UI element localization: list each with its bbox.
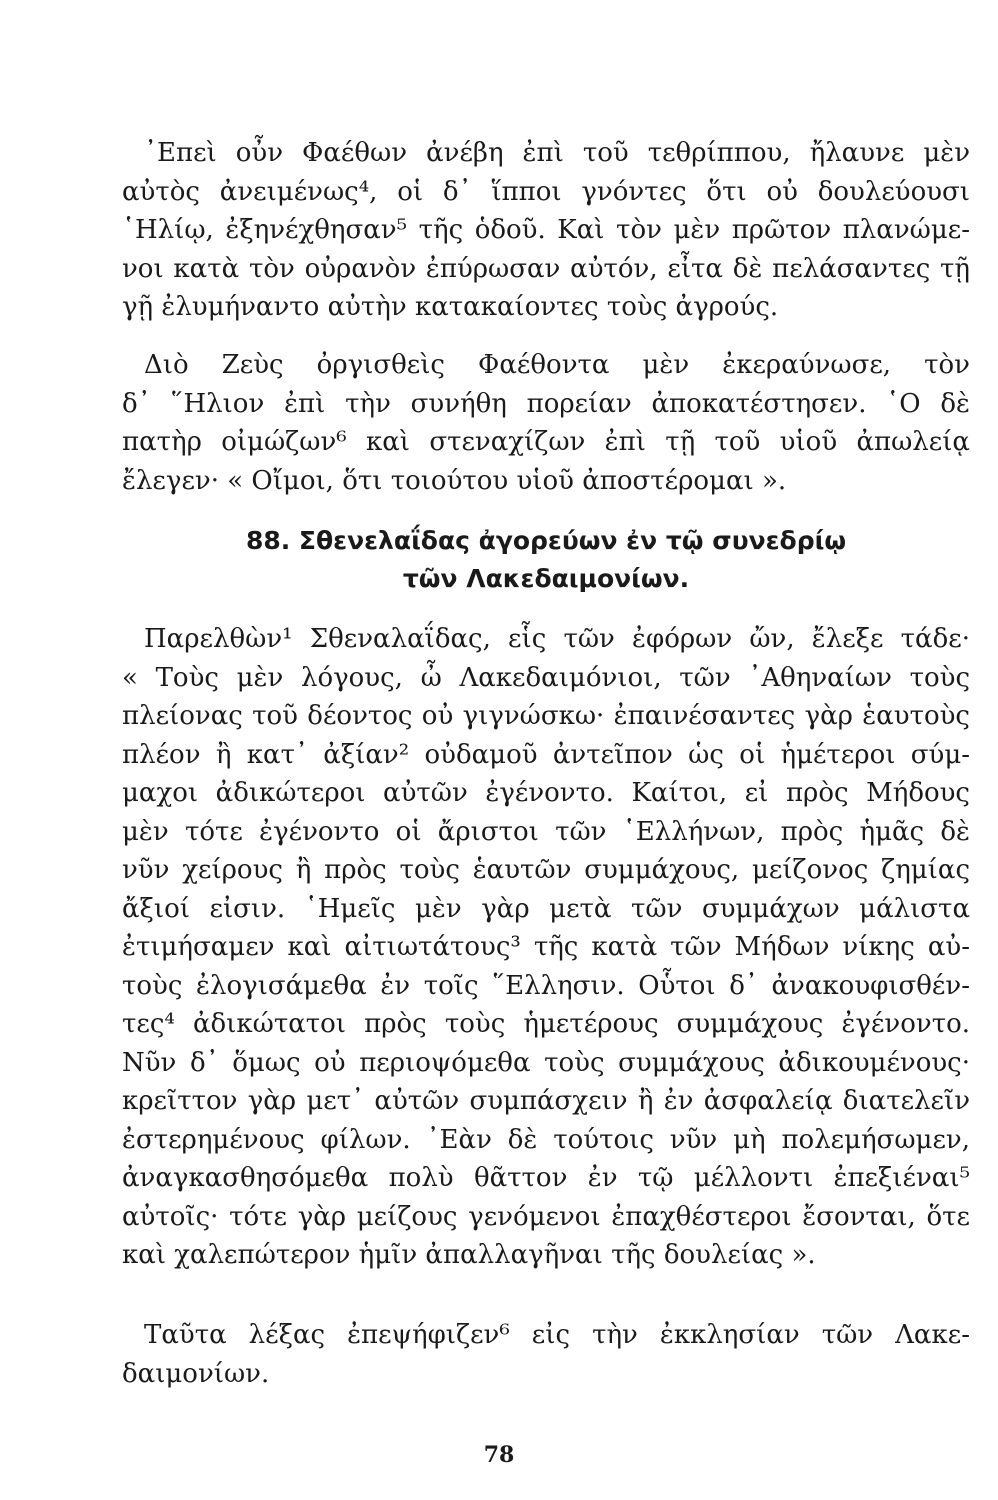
text-line: πλείονας τοῦ δέοντος οὐ γιγνώσκω· ἐπαινέσαντες γὰρ ἑαυτοὺς [122,701,970,731]
section-heading-line: 88. Σθενελαΐδας ἀγορεύων ἐν τῷ συνεδρίῳ [245,526,847,555]
text-line: τοὺς ἐλογισάμεθα ἐν τοῖς ῞Ελλησιν. Οὗτοι δ᾿ ἀνακουφισθέν- [122,970,970,1001]
text-line: ᾿Επεὶ οὖν Φαέθων ἀνέβη ἐπὶ τοῦ τεθρίππου, ἤλαυνε μὲν [144,138,970,168]
text-line: νῦν χείρους ἢ πρὸς τοὺς ἑαυτῶν συμμάχους, μείζονος ζημίας [122,855,970,885]
text-line: Παρελθὼν¹ Σθεναλαΐδας, εἷς τῶν ἐφόρων ὤν, ἔλεξε τάδε· [144,624,970,654]
text-line: « Τοὺς μὲν λόγους, ὦ Λακεδαιμόνιοι, τῶν ᾿Αθηναίων τοὺς [122,662,970,693]
text-line: ἀναγκασθησόμεθα πολὺ θᾶττον ἐν τῷ μέλλοντι ἐπεξιέναι⁵ [122,1163,970,1193]
text-line: Ταῦτα λέξας ἐπεψήφιζεν⁶ εἰς τὴν ἐκκλησίαν τῶν Λακε- [144,1320,970,1350]
text-line: αὐτοῖς· τότε γὰρ μείζους γενόμενοι ἐπαχθέστεροι ἔσονται, ὅτε [122,1201,970,1232]
text-line: ἐτιμήσαμεν καὶ αἰτιωτάτους³ τῆς κατὰ τῶν Μήδων νίκης αὐ- [122,932,970,962]
page-number: 78 [483,1442,515,1468]
text-line: Νῦν δ᾿ ὅμως οὐ περιοψόμεθα τοὺς συμμάχους ἀδικουμένους· [122,1047,970,1078]
text-line: πλέον ἢ κατ᾿ ἀξίαν² οὐδαμοῦ ἀντεῖπον ὡς οἱ ἡμέτεροι σύμ- [122,739,970,770]
text-line: κρεῖττον γὰρ μετ᾿ αὐτῶν συμπάσχειν ἢ ἐν ἀσφαλείᾳ διατελεῖν [122,1086,970,1116]
text-line: δαιμονίων. [122,1358,270,1389]
text-line: μαχοι ἀδικώτεροι αὐτῶν ἐγένοντο. Καίτοι, εἰ πρὸς Μήδους [122,778,970,808]
text-line: τες⁴ ἀδικώτατοι πρὸς τοὺς ἡμετέρους συμμάχους ἐγένοντο. [122,1009,970,1039]
section-heading-line: τῶν Λακεδαιμονίων. [402,564,690,593]
paragraph-sthenelaidas-speech [122,620,970,1275]
text-line: ῾Ηλίῳ, ἐξηνέχθησαν⁵ τῆς ὁδοῦ. Καὶ τὸν μὲν πρῶτον πλανώμε- [122,215,970,245]
text-line: νοι κατὰ τὸν οὐρανὸν ἐπύρωσαν αὐτόν, εἶτα δὲ πελάσαντες τῇ [122,253,970,284]
text-line: γῇ ἐλυμήναντο αὐτὴν κατακαίοντες τοὺς ἀγρούς. [122,292,779,322]
text-line: ἔλεγεν· « Οἴμοι, ὅτι τοιούτου υἱοῦ ἀποστέρομαι ». [122,465,787,496]
text-line: ἐστερημένους φίλων. ᾿Εὰν δὲ τούτοις νῦν μὴ πολεμήσωμεν, [122,1124,970,1155]
paragraph-zeus-thunderbolt [122,346,970,500]
paragraph-vote [122,1316,970,1393]
section-heading [122,522,970,598]
text-line: καὶ χαλεπώτερον ἡμῖν ἀπαλλαγῆναι τῆς δουλείας ». [122,1240,816,1270]
text-line: Διὸ Ζεὺς ὀργισθεὶς Φαέθοντα μὲν ἐκεραύνωσε, τὸν [144,350,970,380]
text-line: ἄξιοί εἰσιν. ῾Ημεῖς μὲν γὰρ μετὰ τῶν συμμάχων μάλιστα [122,893,970,924]
text-line: αὐτὸς ἀνειμένως⁴, οἱ δ᾿ ἵπποι γνόντες ὅτι οὐ δουλεύουσι [122,176,970,207]
paragraph-phaethon-ride [122,134,970,327]
text-line: πατὴρ οἰμώζων⁶ καὶ στεναχίζων ἐπὶ τῇ τοῦ υἱοῦ ἀπωλείᾳ [122,427,970,457]
text-line: μὲν τότε ἐγένοντο οἱ ἄριστοι τῶν ῾Ελλήνων, πρὸς ἡμᾶς δὲ [122,816,970,847]
text-line: δ᾿ ῞Ηλιον ἐπὶ τὴν συνήθη πορείαν ἀποκατέστησεν. ῾Ο δὲ [122,388,970,419]
